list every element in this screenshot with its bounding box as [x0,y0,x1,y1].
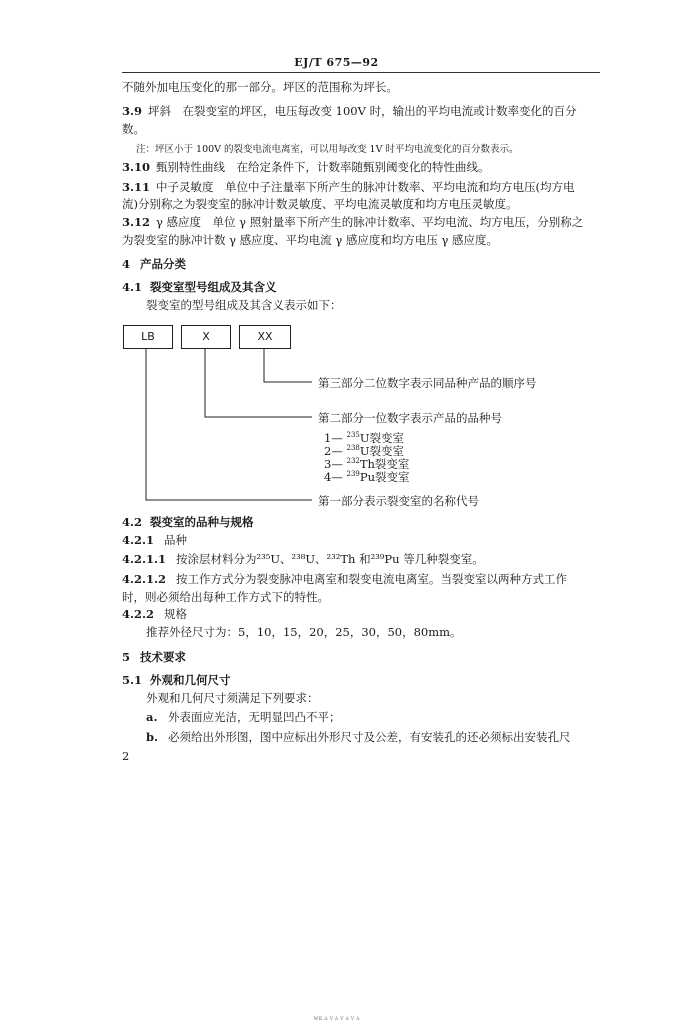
text-line: 外观和几何尺寸须满足下列要求： [146,691,319,705]
text-line: 按工作方式分为裂变脉冲电离室和裂变电流电离室。当裂变室以两种方式工作 [176,572,567,586]
variant-item: 4— $^{239}$Pu裂变室 [324,470,410,484]
leader-line-part3 [264,348,312,382]
clause-number: 3.12 [122,215,151,229]
text-line: 推荐外径尺寸为：5，10，15，20，25，30，50，80mm。 [146,625,462,639]
diagram-label-part3: 第三部分二位数字表示同品种产品的顺序号 [318,376,537,390]
section-title: 裂变室的品种与规格 [150,515,254,529]
text-line: 不随外加电压变化的那一部分。坪区的范围称为坪长。 [122,80,398,94]
text-line: 为裂变室的脉冲计数 γ 感应度、平均电流 γ 感应度和均方电压 γ 感应度。 [122,233,499,247]
text-line: 甄别特性曲线 在给定条件下，计数率随甄别阈变化的特性曲线。 [156,160,490,174]
section-number: 4 [122,257,131,271]
leader-line-part1 [146,348,312,500]
variant-item: 3— $^{232}$Th裂变室 [324,457,410,471]
variant-item: 2— $^{238}$U裂变室 [324,444,405,458]
diagram-label-part2: 第二部分一位数字表示产品的品种号 [318,411,502,425]
text-line: 流)分别称之为裂变室的脉冲计数灵敏度、平均电流灵敏度和均方电压灵敏度。 [122,197,518,211]
text-line: γ 感应度 单位 γ 照射量率下所产生的脉冲计数率、平均电流、均方电压，分别称之 [156,215,584,229]
section-title: 产品分类 [140,257,186,271]
section-title: 技术要求 [140,650,186,664]
note-line: 注：坪区小于 100V 的裂变电流电离室，可以用每改变 1V 时平均电流变化的百分数表示。 [136,144,519,155]
clause-number: 4.2.1.2 [122,572,167,586]
section-number: 5.1 [122,673,143,687]
clause-number: 3.11 [122,180,151,194]
scan-footer-mark: ᴡᴋ ᴧ ᴠ ᴧ ᴠ ᴧ ᴠ ᴧ [313,1015,360,1022]
clause-number: 4.2.2 [122,607,155,621]
text-line: 必须给出外形图，图中应标出外形尺寸及公差，有安装孔的还必须标出安装孔尺 [168,730,571,744]
text-line: 中子灵敏度 单位中子注量率下所产生的脉冲计数率、平均电流和均方电压(均方电 [156,180,575,194]
diagram-label-part1: 第一部分表示裂变室的名称代号 [318,494,479,508]
text-line: 坪斜 在裂变室的坪区，电压每改变 100V 时，输出的平均电流或计数率变化的百分 [148,104,577,118]
model-code-box-lb: LB [123,325,173,349]
page-number: 2 [122,749,130,763]
clause-number: 4.2.1 [122,533,155,547]
model-code-box-x: X [181,325,231,349]
text-line: 裂变室的型号组成及其含义表示如下： [146,298,342,312]
clause-number: 3.10 [122,160,151,174]
list-marker: a. [146,710,158,724]
clause-title: 规格 [164,607,187,621]
variant-item: 1— $^{235}$U裂变室 [324,431,405,445]
text-line: 外表面应光洁，无明显凹凸不平； [168,710,341,724]
section-number: 5 [122,650,131,664]
section-title: 裂变室型号组成及其含义 [150,280,277,294]
document-header-code: EJ/T 675—92 [294,56,379,69]
section-number: 4.1 [122,280,143,294]
list-marker: b. [146,730,159,744]
clause-title: 品种 [164,533,187,547]
model-code-box-xx: XX [239,325,291,349]
clause-number: 3.9 [122,104,143,118]
clause-number: 4.2.1.1 [122,552,167,566]
section-title: 外观和几何尺寸 [150,673,231,687]
section-number: 4.2 [122,515,143,529]
text-line: 按涂层材料分为²³⁵U、²³⁸U、²³²Th 和²³⁹Pu 等几种裂变室。 [176,552,484,566]
text-line: 数。 [122,122,145,136]
text-line: 时，则必须给出每种工作方式下的特性。 [122,590,329,604]
